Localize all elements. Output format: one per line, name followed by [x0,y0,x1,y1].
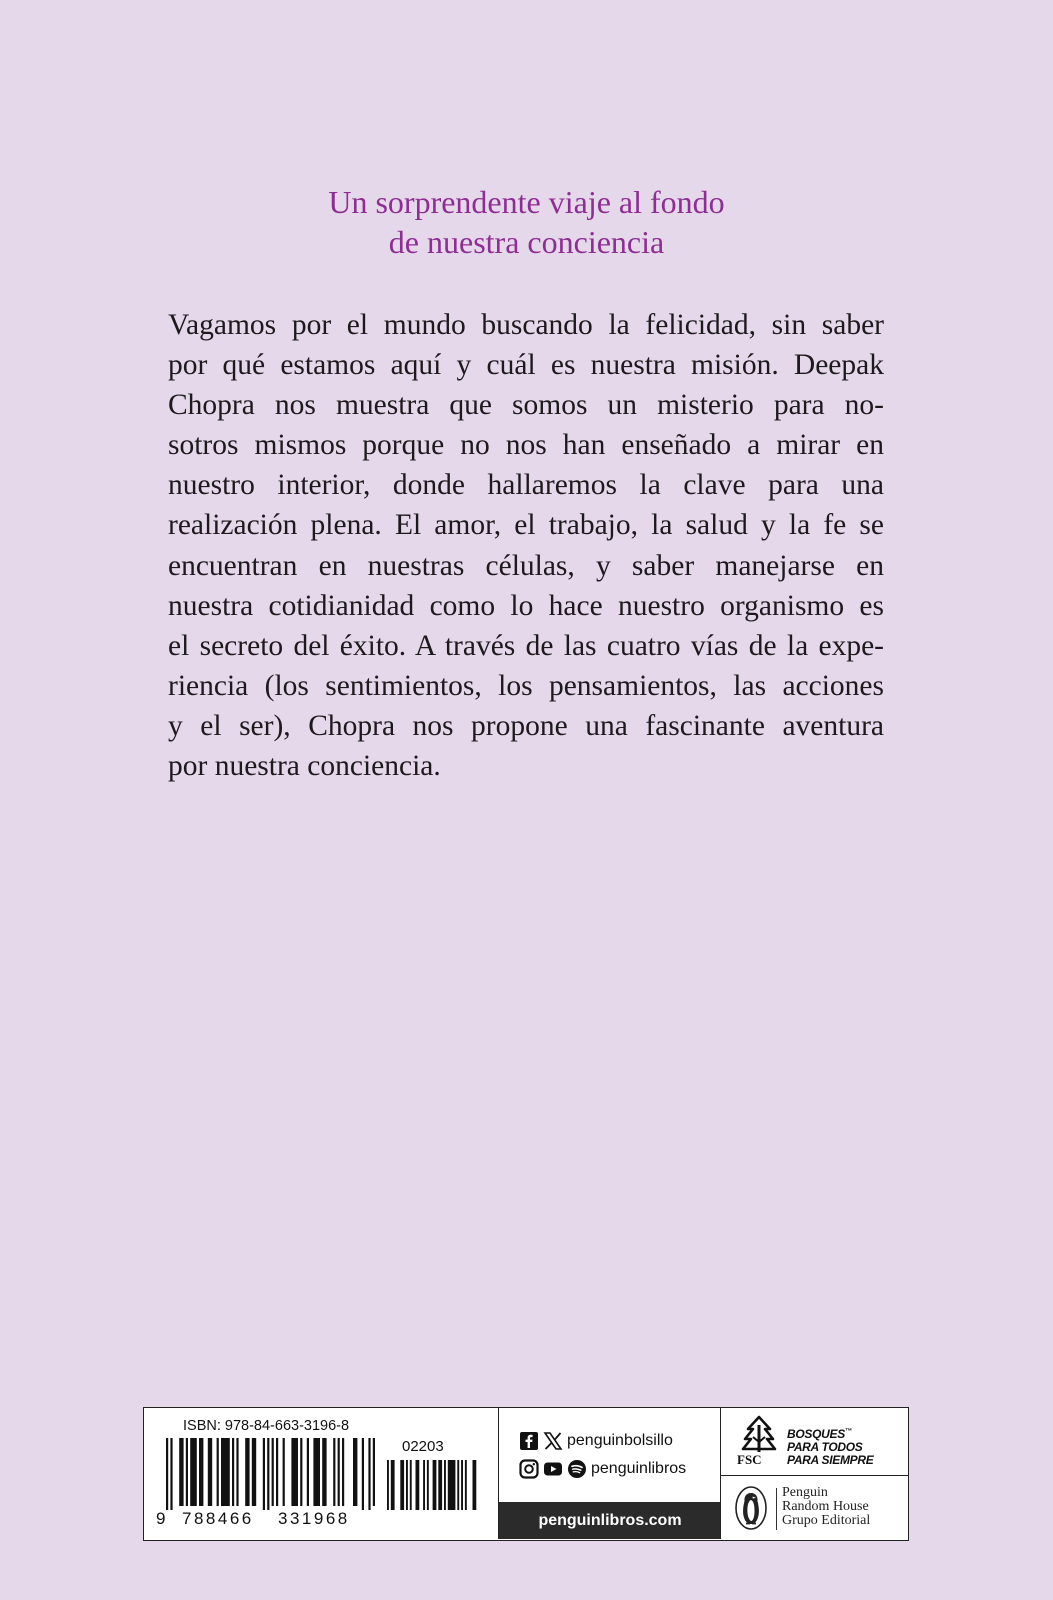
barcode-bar [263,1438,265,1510]
barcode-bar [300,1438,302,1506]
barcode-bar [338,1438,340,1506]
barcode-bar [423,1460,425,1510]
blurb-line: encuentran en nuestras células, y saber manejarse en [168,549,884,582]
barcode-bar [373,1438,375,1506]
barcode-digit-group-1: 788466 [182,1509,254,1528]
penguin-icon [734,1485,768,1531]
tagline [0,182,1053,262]
barcode-bar [232,1438,234,1506]
fsc-trademark: ™ [844,1428,852,1435]
barcode-bar [291,1438,298,1506]
barcode-bar [276,1438,278,1506]
barcode-bar [170,1438,172,1510]
publisher-line-3: Grupo Editorial [782,1513,871,1528]
blurb-line: riencia (los sentimientos, los pensamientos, las acciones [168,669,884,702]
publisher-line-1: Penguin [782,1485,828,1500]
fsc-label: FSC [737,1452,762,1467]
barcode-bar [391,1460,395,1510]
publisher-name [782,1486,870,1528]
website-link[interactable]: penguinlibros.com [499,1502,721,1539]
addon-number: 02203 [402,1438,444,1455]
barcode-bar [400,1460,404,1510]
barcode-bar [333,1438,335,1506]
youtube-icon[interactable] [543,1459,563,1479]
fsc-slogan-line-2: PARA TODOS [787,1440,863,1454]
barcode-bar [199,1438,203,1506]
barcode-bar [362,1438,364,1510]
fsc-slogan-line-3: PARA SIEMPRE [787,1453,874,1467]
barcode-bar [307,1438,309,1506]
barcode-bar [283,1438,285,1506]
blurb-line: Chopra nos muestra que somos un misterio para no- [168,389,884,422]
barcode-bar [166,1438,168,1510]
barcode-bar [353,1438,357,1506]
barcode-bar [208,1438,212,1506]
barcode-bar [473,1460,477,1510]
publisher-line-2: Random House [782,1499,869,1514]
tagline-line-1: Un sorprendente viaje al fondo [328,184,725,220]
barcode-bar [186,1438,188,1506]
blurb-line: sotros mismos porque no nos han enseñado a mirar en [168,429,884,462]
blurb-line: por nuestra conciencia. [168,750,441,783]
barcode-digit-group-2: 331968 [278,1509,350,1528]
barcode-bar [272,1438,274,1506]
social-row-2 [519,1458,686,1480]
barcode-bar [236,1438,238,1506]
barcode-bar [322,1438,326,1506]
social-row-1 [519,1430,673,1452]
barcode-bar [457,1460,459,1510]
barcode-bar [438,1460,442,1510]
logo-panel [720,1408,908,1539]
blurb-line: el secreto del éxito. A través de las cuatro vías de la expe- [168,629,884,662]
blurb-line: realización plena. El amor, el trabajo, la salud y la fe se [168,509,884,542]
barcode-bar [465,1460,467,1510]
ean13-barcode [166,1438,376,1510]
barcode-bar [342,1438,344,1506]
barcode-panel [144,1408,498,1539]
publisher-divider [776,1488,777,1530]
blurb-line: nuestro interior, donde hallaremos la clave para una [168,469,884,502]
handle-penguinlibros[interactable]: penguinlibros [591,1460,687,1477]
blurb-line: nuestra cotidianidad como lo hace nuestro organismo es [168,589,884,622]
blurb-line: y el ser), Chopra nos propone una fascinante aventura [168,709,884,742]
barcode-bar [368,1438,370,1510]
tagline-line-2: de nuestra conciencia [388,224,665,260]
x-icon[interactable] [543,1431,563,1451]
publisher-logo [721,1476,908,1539]
barcode-bar [221,1438,230,1506]
barcode-bar [461,1460,463,1510]
barcode-bar [416,1460,420,1510]
barcode-bar [410,1460,412,1510]
social-panel [498,1408,721,1539]
barcode-bar [217,1438,219,1506]
addon-barcode [387,1460,483,1510]
spotify-icon[interactable] [567,1459,587,1479]
isbn-label: ISBN: 978-84-663-3196-8 [183,1418,350,1434]
blurb-line: Vagamos por el mundo buscando la felicidad, sin saber [168,309,884,341]
barcode-bar [267,1438,269,1510]
fsc-slogan-line-1: BOSQUES [787,1427,845,1441]
barcode-digit-first: 9 [156,1509,166,1528]
barcode-bar [190,1438,197,1506]
barcode-bar [448,1460,456,1510]
fsc-tree-icon [739,1415,779,1453]
instagram-icon[interactable] [519,1459,539,1479]
back-cover-blurb [168,305,884,786]
barcode-bar [444,1460,446,1510]
barcode-bar [427,1460,429,1510]
handle-penguinbolsillo[interactable]: penguinbolsillo [567,1432,673,1449]
fsc-logo [721,1408,908,1476]
barcode-bar [387,1460,389,1510]
barcode-bar [406,1460,408,1510]
barcode-bar [433,1460,437,1510]
publisher-info-box [143,1407,909,1541]
barcode-bar [313,1438,320,1506]
barcode-bar [179,1438,183,1506]
fsc-slogan [787,1425,902,1467]
barcode-bar [245,1438,249,1506]
blurb-line: por qué estamos aquí y cuál es nuestra misión. Deepak [168,349,884,382]
facebook-icon[interactable] [519,1431,539,1451]
barcode-bar [252,1438,256,1506]
